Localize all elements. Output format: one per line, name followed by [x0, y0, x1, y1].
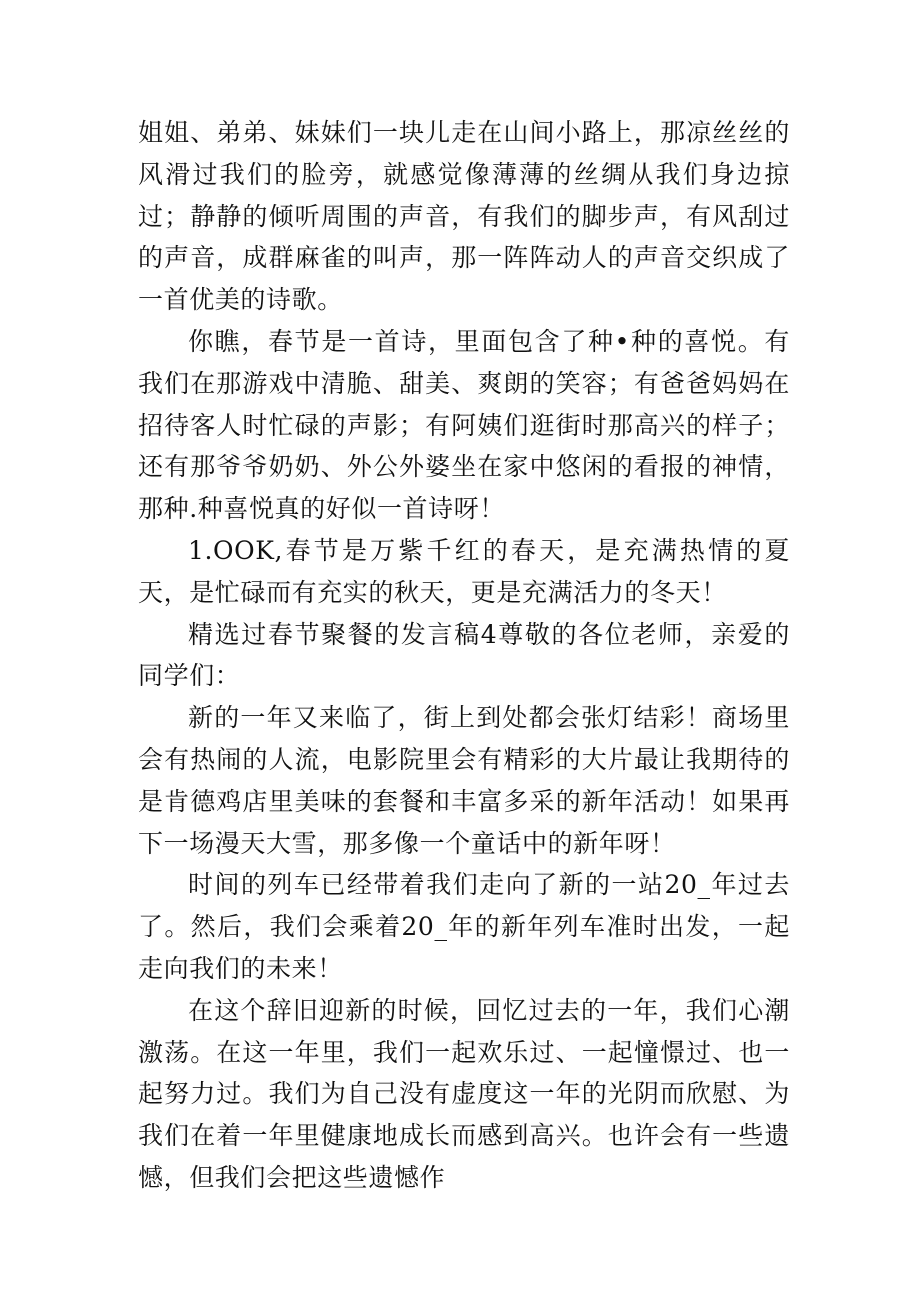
paragraph-4: 精选过春节聚餐的发言稿4尊敬的各位老师，亲爱的同学们： [138, 619, 790, 691]
paragraph-1: 姐姐、弟弟、妹妹们一块儿走在山间小路上，那凉丝丝的风滑过我们的脸旁，就感觉像薄薄的丝绸从我们身边掠过；静静的倾听周围的声音，有我们的脚步声，有风刮过的声音，成群麻雀的叫声，那一阵阵动人的声音交织成了一首优美的诗歌。 [138, 118, 790, 315]
body-text [138, 112, 790, 1199]
paragraph-3: 1.OOK,春节是万紫千红的春天，是充满热情的夏天，是忙碌而有充实的秋天，更是充满活力的冬天！ [138, 535, 790, 607]
paragraph-7: 在这个辞旧迎新的时候，回忆过去的一年，我们心潮激荡。在这一年里，我们一起欢乐过、一起憧憬过、也一起努力过。我们为自己没有虚度这一年的光阴而欣慰、为我们在着一年里健康地成长而感到高兴。也许会有一些遗憾，但我们会把这些遗憾作 [138, 995, 790, 1192]
paragraph-5: 新的一年又来临了，街上到处都会张灯结彩！商场里会有热闹的人流，电影院里会有精彩的大片最让我期待的是肯德鸡店里美味的套餐和丰富多采的新年活动！如果再下一场漫天大雪，那多像一个童话中的新年呀！ [138, 703, 790, 858]
paragraph-6: 时间的列车已经带着我们走向了新的一站20_年过去了。然后，我们会乘着20_年的新年列车准时出发，一起走向我们的未来！ [138, 870, 790, 983]
paragraph-2: 你瞧，春节是一首诗，里面包含了种•种的喜悦。有我们在那游戏中清脆、甜美、爽朗的笑容；有爸爸妈妈在招待客人时忙碌的声影；有阿姨们逛街时那高兴的样子；还有那爷爷奶奶、外公外婆坐在家中悠闲的看报的神情，那种.种喜悦真的好似一首诗呀！ [138, 326, 790, 524]
